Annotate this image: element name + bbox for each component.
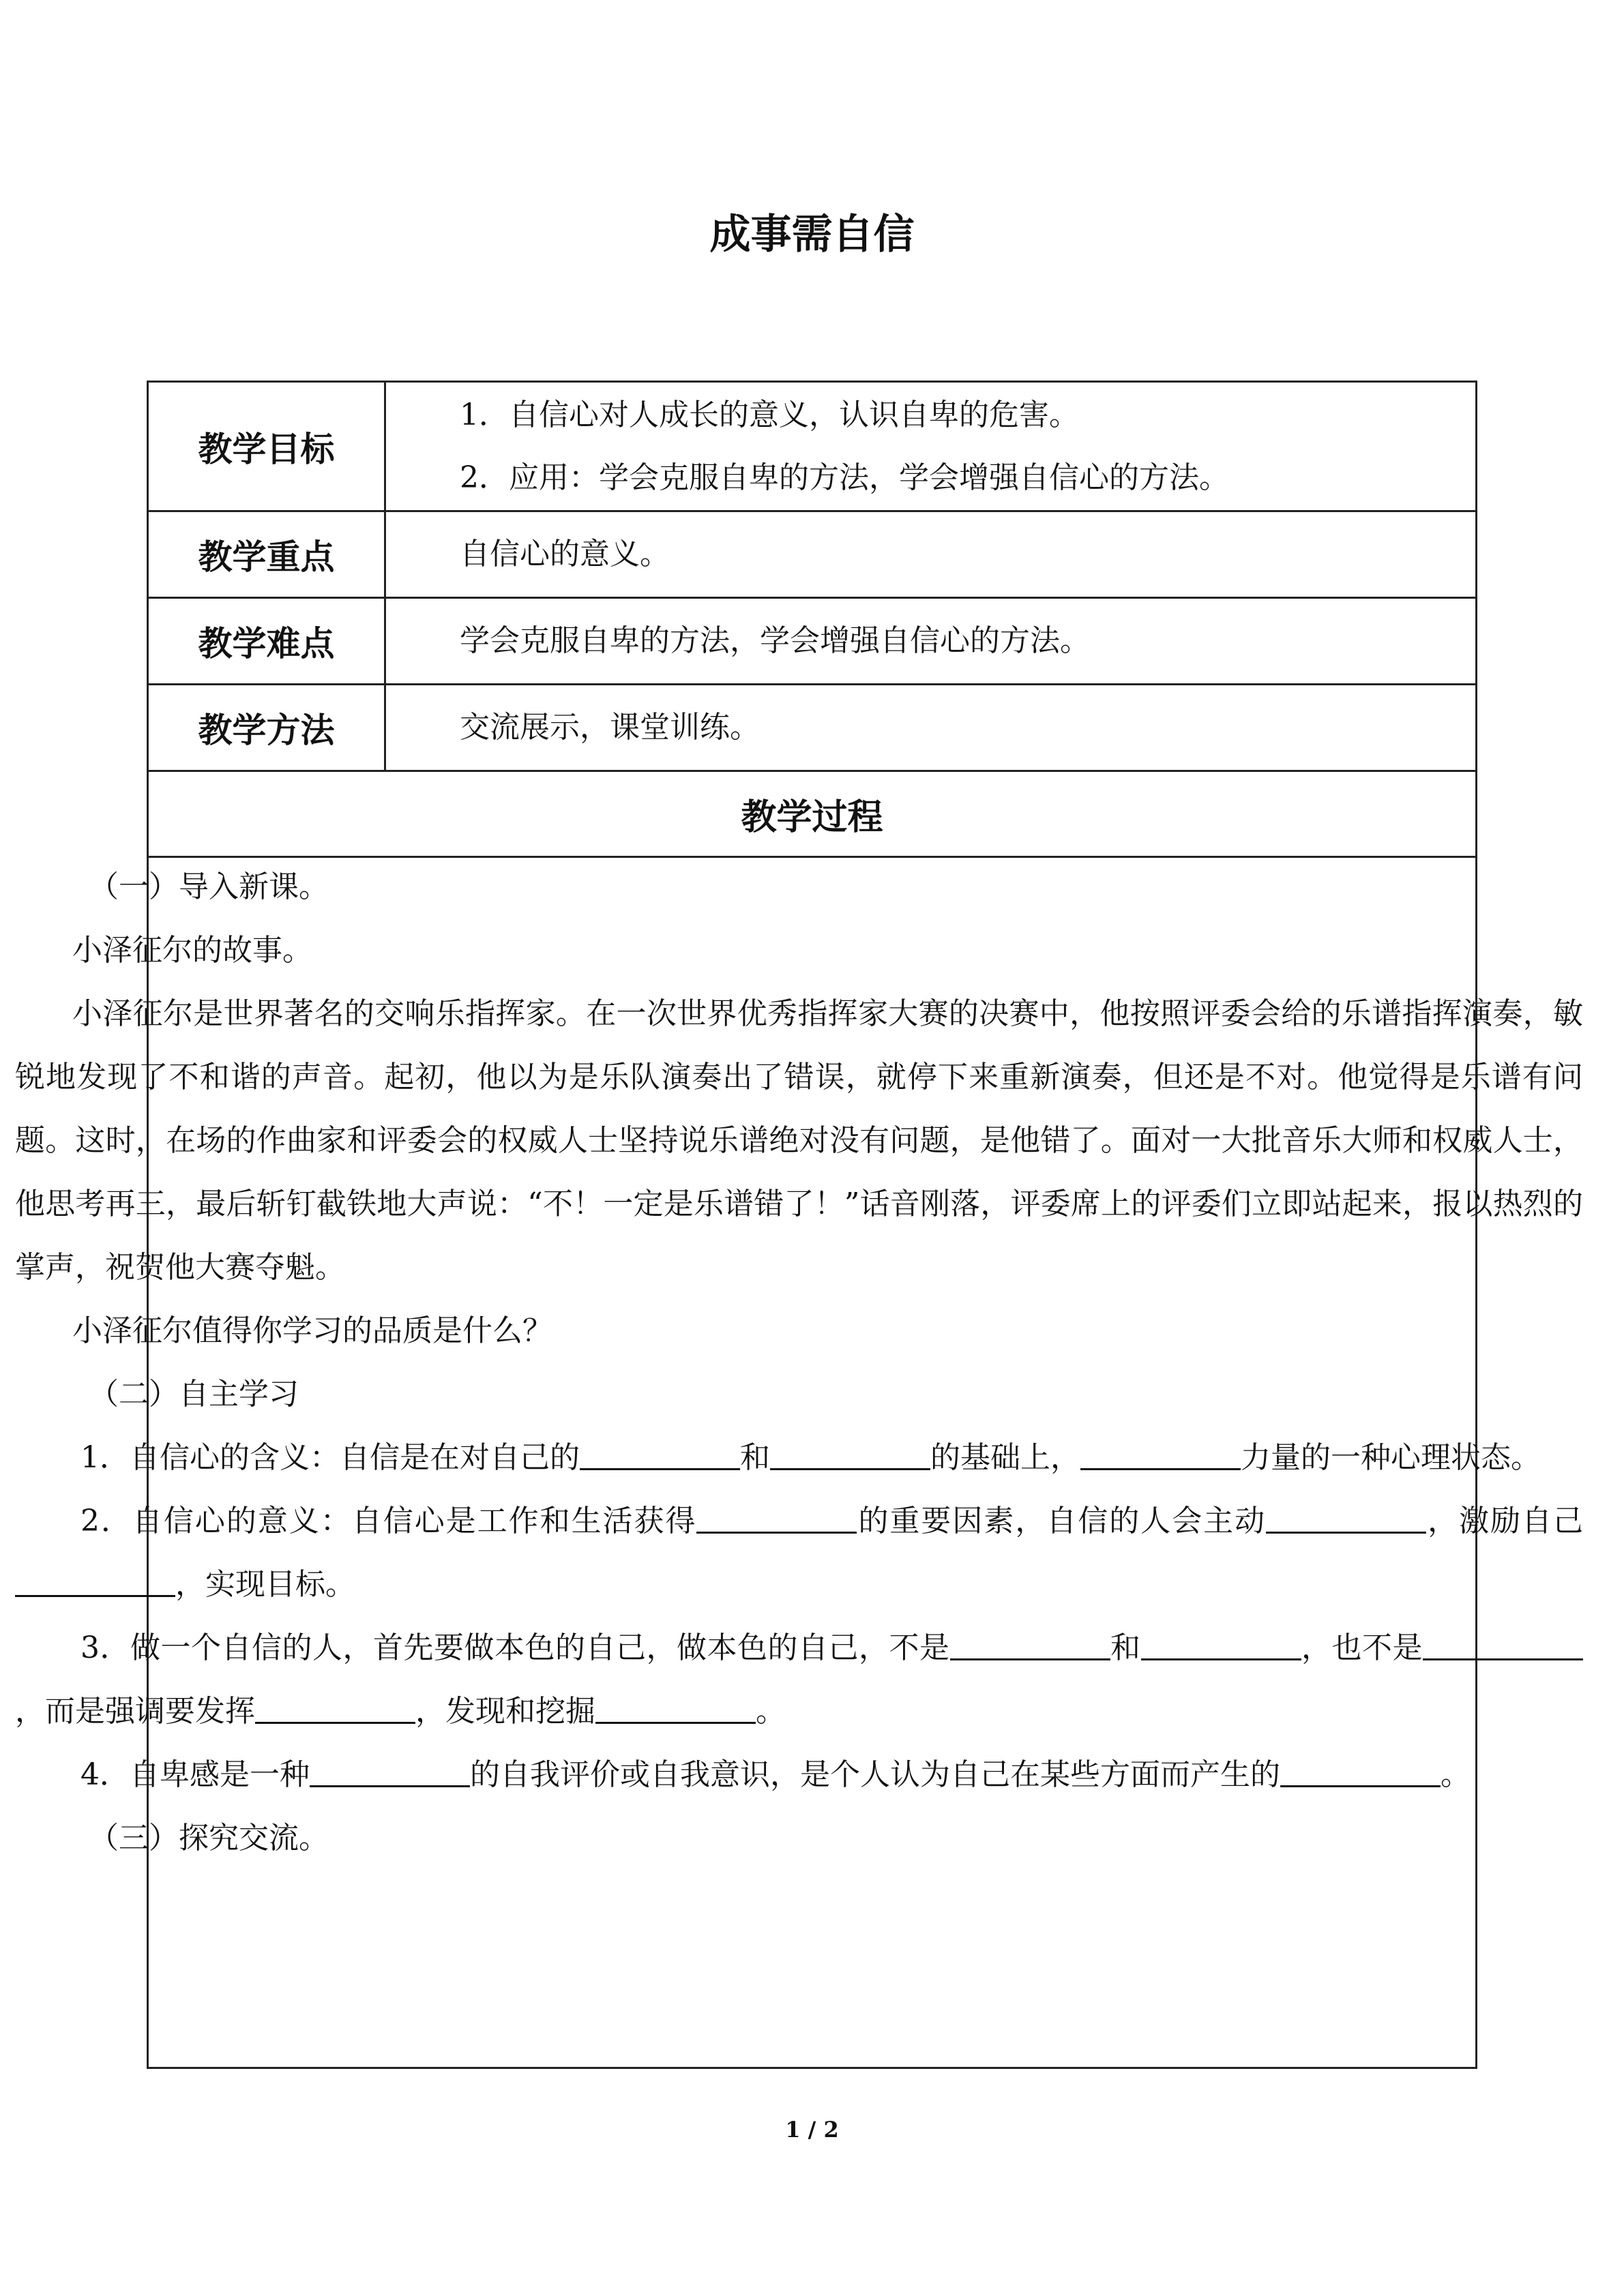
row-label: 教学重点 (149, 512, 386, 597)
answer-blank[interactable] (1080, 1441, 1241, 1470)
fill-question-3 (15, 1616, 1583, 1743)
fill-question-1 (15, 1426, 1583, 1489)
q4-text-b: 的自我评价或自我意识，是个人认为自己在某些方面而产生的 (470, 1757, 1280, 1792)
row-value (386, 599, 1475, 683)
answer-blank[interactable] (1141, 1631, 1301, 1660)
difficulty-text: 学会克服自卑的方法，学会增强自信心的方法。 (460, 623, 1090, 658)
answer-blank[interactable] (15, 1568, 175, 1597)
q4-text-c: 。 (1441, 1757, 1471, 1792)
q1-text-b: 和 (740, 1440, 770, 1475)
answer-blank[interactable] (1423, 1631, 1583, 1660)
answer-blank[interactable] (595, 1695, 756, 1724)
fill-question-2 (15, 1489, 1583, 1616)
answer-blank[interactable] (1266, 1504, 1426, 1534)
q3-text-b: 和 (1110, 1630, 1141, 1665)
story-title: 小泽征尔的故事。 (72, 933, 312, 968)
answer-blank[interactable] (770, 1441, 930, 1470)
section-heading: （二）自主学习 (89, 1377, 299, 1412)
table-row (149, 685, 1475, 772)
answer-blank[interactable] (580, 1441, 740, 1470)
row-label: 教学难点 (149, 599, 386, 683)
process-content (15, 855, 1583, 1870)
story-paragraph: 小泽征尔是世界著名的交响乐指挥家。在一次世界优秀指挥家大赛的决赛中，他按照评委会给的乐谱指挥演奏，敏锐地发现了不和谐的声音。起初，他以为是乐队演奏出了错误，就停下来重新演奏，但还是不对。他觉得是乐谱有问题。这时，在场的作曲家和评委会的权威人士坚持说乐谱绝对没有问题，是他错了。面对一大批音乐大师和权威人士，他思考再三，最后斩钉截铁地大声说：“不！一定是乐谱错了！”话音刚落，评委席上的评委们立即站起来，报以热烈的掌声，祝贺他大赛夺魁。 (15, 996, 1583, 1285)
key-point-text: 自信心的意义。 (460, 537, 670, 571)
answer-blank[interactable] (950, 1631, 1110, 1660)
table-row (149, 512, 1475, 599)
section-heading: （三）探究交流。 (89, 1821, 329, 1855)
answer-blank[interactable] (310, 1758, 470, 1787)
objective-line: 1．自信心对人成长的意义，认识自卑的危害。 (460, 397, 1079, 432)
q3-text-f: 。 (756, 1694, 786, 1729)
table-row (149, 599, 1475, 685)
q2-text-c: ，激励自己 (1426, 1504, 1583, 1538)
q3-text-e: ，发现和挖掘 (415, 1694, 595, 1729)
process-heading: 教学过程 (149, 772, 1475, 858)
page-number: 1 / 2 (785, 2117, 839, 2143)
method-text: 交流展示，课堂训练。 (460, 710, 760, 745)
q1-text-d: 力量的一种心理状态。 (1241, 1440, 1541, 1475)
row-label: 教学方法 (149, 685, 386, 770)
objective-line: 2．应用：学会克服自卑的方法，学会增强自信心的方法。 (460, 460, 1229, 495)
q3-text-d: ，而是强调要发挥 (15, 1694, 255, 1729)
row-value (386, 512, 1475, 597)
q1-text-a: 1．自信心的含义：自信是在对自己的 (80, 1440, 580, 1475)
q2-text-a: 2．自信心的意义：自信心是工作和生活获得 (80, 1504, 697, 1538)
answer-blank[interactable] (255, 1695, 415, 1724)
q2-text-b: 的重要因素，自信的人会主动 (857, 1504, 1267, 1538)
q2-text-d: ，实现目标。 (175, 1567, 355, 1602)
q3-text-a: 3．做一个自信的人，首先要做本色的自己，做本色的自己，不是 (80, 1630, 950, 1665)
table-row (149, 383, 1475, 512)
answer-blank[interactable] (696, 1504, 857, 1534)
q4-text-a: 4．自卑感是一种 (80, 1757, 310, 1792)
q1-text-c: 的基础上， (930, 1440, 1080, 1475)
row-value (386, 685, 1475, 770)
row-label: 教学目标 (149, 383, 386, 510)
section-heading: （一）导入新课。 (89, 869, 329, 904)
row-value (386, 383, 1475, 510)
answer-blank[interactable] (1280, 1758, 1441, 1787)
fill-question-4 (15, 1743, 1583, 1806)
question-text: 小泽征尔值得你学习的品质是什么？ (72, 1313, 552, 1348)
q3-text-c: ，也不是 (1301, 1630, 1423, 1665)
page-title: 成事需自信 (709, 211, 915, 258)
